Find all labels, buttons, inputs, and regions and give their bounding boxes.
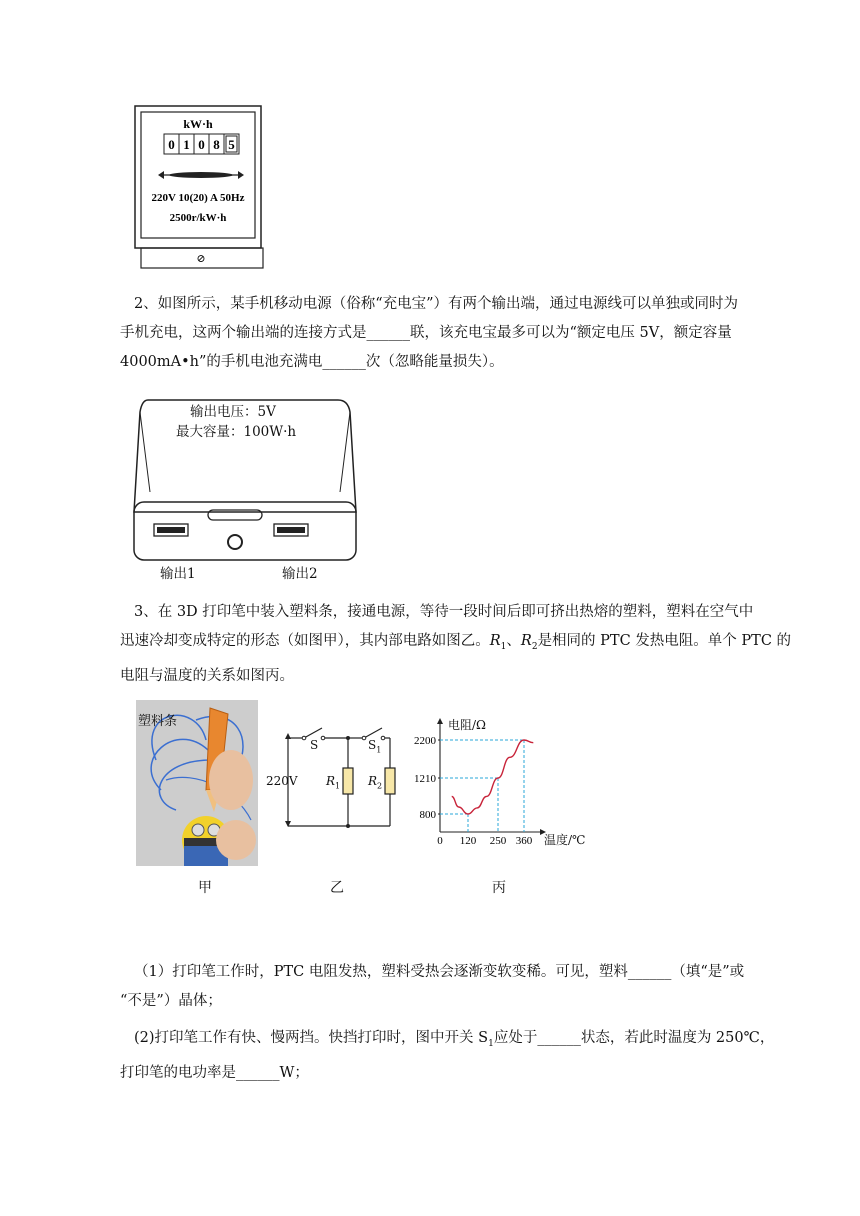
fig-yi-circuit	[262, 718, 412, 833]
sub-question-2	[120, 1024, 800, 1088]
question-3-separator: 、	[506, 633, 521, 649]
voltage-label: 220V	[266, 774, 298, 788]
r2-subscript: 2	[377, 781, 383, 791]
meter-digit: 5	[228, 137, 235, 152]
y-tick-label: 2200	[414, 735, 436, 747]
sub-question-2-line: 打印笔的电功率是______W；	[120, 1064, 309, 1081]
question-3-line: 3、在 3D 打印笔中装入塑料条，接通电源，等待一段时间后即可挤出热熔的塑料，塑料在空气中	[134, 604, 754, 620]
x-tick-label: 360	[515, 835, 533, 847]
meter-digit: 1	[183, 137, 190, 152]
junction-node-icon	[346, 736, 350, 740]
terminal-arrow-icon	[285, 733, 291, 739]
r1-text: R	[326, 774, 336, 788]
x-axis-label: 温度/℃	[544, 833, 586, 847]
switch-s1-subscript: 1	[376, 745, 382, 755]
electric-meter-drawing	[134, 105, 268, 270]
question-2	[120, 290, 800, 377]
electric-meter-figure	[134, 105, 268, 270]
fig-bing-caption: 丙	[492, 880, 506, 896]
switch-s-label: S	[310, 738, 319, 752]
y-axis-arrow-icon	[437, 718, 443, 724]
meter-rating: 220V 10(20) A 50Hz	[151, 192, 245, 204]
r2-label	[368, 774, 382, 790]
resistor-r1-subscript: 1	[500, 641, 507, 652]
output-port-1-label: 输出1	[160, 566, 196, 582]
resistor-r1-icon	[343, 768, 353, 794]
power-bank-figure	[130, 392, 360, 582]
question-3-text: 是相同的 PTC 发热电阻。单个 PTC 的	[537, 633, 792, 649]
question-3-line: 电阻与温度的关系如图丙。	[120, 667, 294, 684]
y-tick-label: 800	[419, 809, 436, 821]
meter-constant: 2500r/kW·h	[169, 212, 227, 224]
fig-yi-caption: 乙	[330, 880, 344, 896]
question-3-text: 迅速冷却变成特定的形态（如图甲），其内部电路如图乙。	[120, 633, 490, 649]
resistance-curve	[452, 740, 534, 814]
power-bank-voltage: 输出电压：5V	[190, 404, 276, 420]
switch-s1-contact-icon	[362, 736, 366, 740]
rotor-disk-icon	[158, 171, 244, 179]
sub-question-2-text: (2)打印笔工作有快、慢两挡。快挡打印时，图中开关 S	[134, 1030, 489, 1046]
resistor-r2-symbol: R	[520, 633, 532, 649]
x-tick-label: 0	[437, 835, 443, 847]
sub-question-1-line: “不是”）晶体；	[120, 993, 222, 1009]
question-2-line: 4000mA•h”的手机电池充满电______次（忽略能量损失）。	[120, 354, 504, 370]
sub-question-1	[120, 958, 800, 1016]
r1-subscript: 1	[335, 781, 341, 791]
resistor-r2-icon	[385, 768, 395, 794]
switch-s1-text: S	[368, 738, 377, 752]
ptc-resistance-chart	[410, 716, 600, 848]
meter-unit: kW·h	[183, 117, 213, 131]
sub-question-1-line: （1）打印笔工作时，PTC 电阻发热，塑料受热会逐渐变软变稀。可见，塑料______（填“是”或	[134, 964, 745, 980]
question-2-line: 手机充电，这两个输出端的连接方式是______联，该充电宝最多可以为“额定电压 5V，额定容量	[120, 325, 732, 341]
meter-knob-icon: ⊘	[196, 253, 206, 265]
question-3	[120, 598, 800, 691]
r2-text: R	[368, 774, 378, 788]
switch-s-contact-icon	[321, 736, 325, 740]
question-2-line: 2、如图所示，某手机移动电源（俗称“充电宝”）有两个输出端，通过电源线可以单独或同时为	[134, 296, 739, 312]
fig-jia-photo	[136, 700, 258, 866]
fig-jia-caption: 甲	[198, 880, 212, 896]
sub-question-2-text: 应处于______状态，若此时温度为 250℃，	[493, 1030, 775, 1046]
meter-digit: 8	[213, 137, 220, 152]
resistor-r2-subscript: 2	[531, 641, 538, 652]
switch-s1-contact-icon	[381, 736, 385, 740]
question-3-line	[120, 627, 800, 662]
output-port-2-label: 输出2	[282, 566, 318, 582]
resistor-r1-symbol: R	[489, 633, 501, 649]
junction-node-icon	[346, 824, 350, 828]
switch-s1-label	[368, 738, 381, 754]
switch-s-contact-icon	[302, 736, 306, 740]
x-tick-label: 250	[489, 835, 507, 847]
y-tick-label: 1210	[414, 773, 436, 785]
y-axis-label: 电阻/Ω	[448, 718, 486, 732]
fig-bing-chart	[410, 716, 600, 848]
plastic-strip-label: 塑料条	[138, 714, 178, 729]
switch-s1-subscript: 1	[488, 1038, 494, 1049]
x-tick-label: 120	[459, 835, 477, 847]
sub-question-2-line	[120, 1024, 800, 1059]
meter-digit: 0	[168, 137, 175, 152]
r1-label	[326, 774, 340, 790]
meter-digit: 0	[198, 137, 205, 152]
power-bank-capacity: 最大容量：100W·h	[176, 424, 297, 440]
